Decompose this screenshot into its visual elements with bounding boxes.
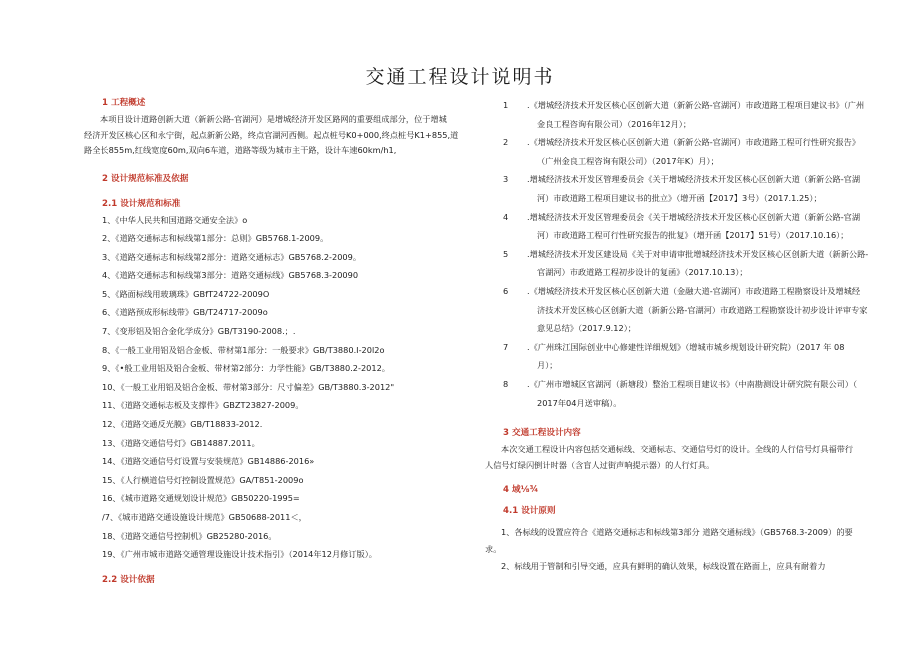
reference-item — [485, 375, 885, 412]
reference-number: 5 — [503, 248, 509, 259]
reference-text — [527, 375, 885, 412]
reference-item — [485, 282, 885, 338]
reference-line: 金良工程咨询有限公司）（2016年12月）； — [537, 118, 692, 129]
body-line: 本项目设计道路创新大道（新新公路-官湖河）是增城经济开发区路网的重要组成部分，位于增城 — [100, 114, 447, 124]
reference-text — [527, 208, 885, 245]
reference-text — [527, 96, 885, 133]
section-2-heading: 2 设计规范标准及依据 — [102, 173, 189, 184]
reference-line: .增城经济技术开发区管理委员会《关于增城经济技术开发区核心区创新大道（新新公路-官湖 — [527, 174, 861, 185]
section-1-heading: 1 工程概述 — [102, 98, 146, 108]
standard-item: 6、《道路预成形标线带》GB/T24717-2009o — [102, 307, 268, 318]
reference-line: 济技术开发区核心区创新大道（新新公路-官湖河）市政道路工程勘察设计初步设计评审专家 — [537, 304, 868, 315]
reference-number: 1 — [503, 100, 509, 110]
right-column — [485, 96, 885, 575]
body-line: 经济开发区核心区和永宁街，起点新新公路，终点官湖河西侧。起点桩号K0+000,终点桩号K1+855,道 — [84, 129, 459, 140]
reference-text — [527, 245, 885, 282]
reference-line: 2017年04月送审稿）。 — [537, 397, 622, 408]
reference-number: 3 — [503, 174, 509, 185]
reference-line: .《增城经济技术开发区核心区创新大道（新新公路-官湖河）市政道路工程可行性研究报告》 — [527, 137, 861, 148]
standard-item: 7、《变形铝及铝合金化学成分》GB/T3190-2008.；. — [102, 326, 296, 337]
reference-line: .《增城经济技术开发区核心区创新大道（新新公路-官湖河）市政道路工程项目建议书》（广州 — [527, 100, 865, 110]
section-4-body — [485, 524, 885, 575]
reference-item — [485, 133, 885, 170]
reference-number: 8 — [503, 378, 509, 389]
standard-item: 8、《一般工业用铝及铝合金板、带材第1部分：一般要求》GB/T3880.I-20l2o — [102, 344, 385, 355]
standard-item: 14、《道路交通信号灯设置与安装规范》GB14886-2016» — [102, 456, 315, 467]
reference-line: 官湖河）市政道路工程初步设计的复函》（2017.10.13）； — [537, 267, 748, 278]
standard-item: 18、《道路交通信号控制机》GB25280-2016。 — [102, 530, 277, 541]
reference-line: .增城经济技术开发区建设局《关于对申请审批增城经济技术开发区核心区创新大道（新新公路- — [527, 248, 869, 259]
standard-item: 12、《道路交通反光膜》GB/T18833-2012. — [102, 419, 263, 430]
section-1-body — [84, 112, 476, 159]
reference-line: （广州金良工程咨询有限公司）（2017年K）月）； — [537, 155, 719, 166]
standard-item: 4、《道路交通标志和标线第3部分：道路交通标线》GB5768.3-20090 — [102, 270, 359, 281]
standard-item: 1、《中华人民共和国道路交通安全法》o — [102, 214, 248, 225]
reference-line: 河）市政道路工程可行性研究报告的批复》（增开函【2017】51号）（2017.10.16）； — [537, 230, 849, 241]
reference-line: .《广州珠江国际创业中心修建性详细规划》（增城市城乡规划设计研究院）（2017 年 08 — [527, 341, 845, 352]
reference-line: .增城经济技术开发区管理委员会《关于增城经济技术开发区核心区创新大道（新新公路-官湖 — [527, 211, 861, 222]
reference-item — [485, 245, 885, 282]
standard-item: 11、《道路交通标志板及支撑件》GBZT23827-2009。 — [102, 400, 304, 411]
section-2-1-heading: 2.1 设计规范和标准 — [102, 198, 181, 209]
reference-line: 意见总结》（2017.9.12）； — [537, 323, 636, 334]
standard-item: 13、《道路交通信号灯》GB14887.2011。 — [102, 437, 260, 448]
page-title: 交通工程设计说明书 — [365, 66, 555, 88]
body-line: 求。 — [485, 544, 502, 555]
body-line: 本次交通工程设计内容包括交通标线、交通标志、交通信号灯的设计。全线的人行信号灯具福带行 — [501, 444, 854, 455]
body-line: 1、各标线的设置应符合《道路交通标志和标线第3部分 道路交通标线》（GB5768.3-2009）的要 — [501, 527, 853, 538]
body-line: 路全长855m,红线宽度60m,双向6车道，道路等级为城市主干路，设计车速60km/h1, — [84, 145, 397, 155]
standard-item: 16、《城市道路交通规划设计规范》GB50220-1995= — [102, 493, 300, 504]
reference-list — [485, 96, 885, 412]
reference-item — [485, 338, 885, 375]
reference-line: 月）； — [537, 360, 558, 371]
left-column — [84, 96, 476, 585]
standard-item: 15、《人行横道信号灯控制设置规范》GA/T851-2009o — [102, 474, 304, 485]
reference-number: 7 — [503, 341, 509, 352]
reference-text — [527, 170, 885, 207]
standard-item: 3、《道路交通标志和标线第2部分：道路交通标志》GB5768.2-2009。 — [102, 251, 362, 262]
section-4-1-heading: 4.1 设计原则 — [503, 506, 556, 517]
standard-item: 10、《一般工业用铝及铝合金板、带材第3部分：尺寸偏差》GB/T3880.3-2012" — [102, 381, 395, 392]
standard-item: 5、《路面标线用玻璃珠》GBfT24722-2009O — [102, 288, 270, 299]
reference-item — [485, 96, 885, 133]
section-3-body — [485, 442, 885, 473]
reference-number: 4 — [503, 211, 509, 222]
reference-line: .《增城经济技术开发区核心区创新大道（金融大道-官湖河）市政道路工程勘察设计及增城经 — [527, 285, 861, 296]
standard-item: 9、《•般工业用铝及铝合金板、带材第2部分：力学性能》GB/T3880.2-2012。 — [102, 363, 390, 374]
standard-item: 19、《广州市城市道路交通管理设施设计技术指引》（2014年12月修订版）。 — [102, 549, 377, 560]
body-line: 人信号灯绿闪倒计时器（含盲人过街声响提示器）的人行灯具。 — [485, 459, 715, 470]
reference-number: 6 — [503, 285, 509, 296]
reference-line: .《广州市增城区官湖河（新塘段）整治工程项目建议书》（中南勘测设计研究院有限公司）（ — [527, 378, 858, 389]
standard-item: /7、《城市道路交通设施设计规范》GB50688-2011＜， — [102, 512, 307, 522]
reference-text — [527, 282, 885, 338]
section-2-2-heading: 2.2 设计依据 — [102, 574, 155, 585]
reference-number: 2 — [503, 137, 509, 148]
section-4-heading: 4 域⅛¾ — [503, 485, 539, 496]
standard-item: 2、《道路交通标志和标线第1部分：总则》GB5768.1-2009。 — [102, 233, 329, 244]
reference-item — [485, 208, 885, 245]
section-3-heading: 3 交通工程设计内容 — [503, 428, 581, 439]
reference-text — [527, 338, 885, 375]
body-line: 2、标线用于管制和引导交通，应具有鲜明的确认效果，标线设置在路面上，应具有耐着力 — [501, 561, 826, 572]
reference-text — [527, 133, 885, 170]
reference-item — [485, 170, 885, 207]
reference-line: 河）市政道路工程项目建议书的批立》（增开函【2017】3号）（2017.1.25）； — [537, 192, 822, 203]
